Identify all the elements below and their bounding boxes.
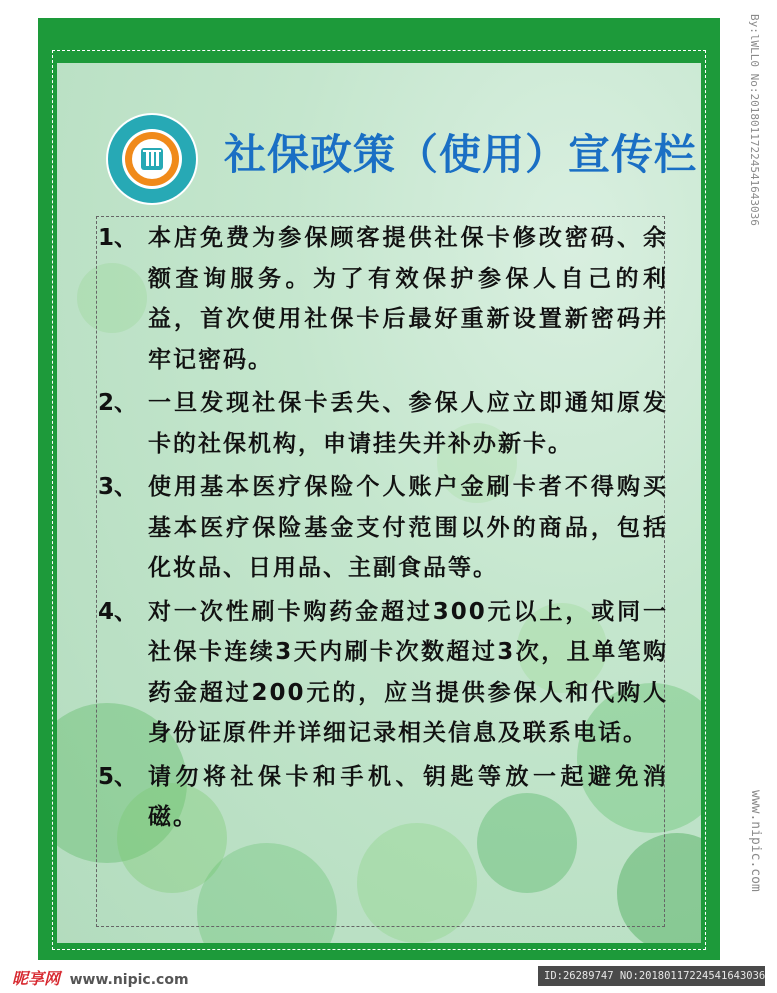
list-item — [98, 218, 668, 380]
item-number: 1、 — [98, 225, 138, 251]
side-watermark-url: www.nipic.com — [748, 790, 763, 892]
item-number: 2、 — [98, 390, 138, 416]
watermark-url: www.nipic.com — [69, 972, 189, 988]
list-item — [98, 592, 668, 754]
item-text: 请勿将社保卡和手机、钥匙等放一起避免消磁。 — [148, 763, 668, 830]
watermark-id-bar: ID:26289747 NO:20180117224541643036 — [538, 966, 765, 986]
item-text: 使用基本医疗保险个人账户金刷卡者不得购买基本医疗保险基金支付范围以外的商品，包括化妆品、日用品、主副食品等。 — [148, 474, 668, 581]
item-number: 4、 — [98, 598, 138, 625]
item-text: 对一次性刷卡购药金超过300元以上，或同一社保卡连续3天内刷卡次数超过3次，且单笔购药金超过200元的，应当提供参保人和代购人身份证原件并详细记录相关信息及联系电话。 — [148, 598, 668, 746]
page-title: 社保政策（使用）宣传栏 — [224, 130, 698, 179]
item-text: 本店免费为参保顾客提供社保卡修改密码、余额查询服务。为了有效保护参保人自己的利益，首次使用社保卡后最好重新设置新密码并牢记密码。 — [148, 225, 668, 373]
item-text: 一旦发现社保卡丢失、参保人应立即通知原发卡的社保机构，申请挂失并补办新卡。 — [148, 390, 668, 457]
policy-list — [98, 218, 668, 841]
pharmacy-logo-icon — [105, 112, 199, 206]
side-watermark-id: By:lWLL0 No:20180117224541643036 — [748, 14, 761, 226]
list-item — [98, 757, 668, 838]
list-item — [98, 383, 668, 464]
item-number: 5、 — [98, 763, 138, 790]
watermark-brand-name: 昵享网 — [12, 969, 61, 988]
watermark-brand — [12, 966, 189, 989]
list-item — [98, 467, 668, 589]
item-number: 3、 — [98, 474, 138, 500]
